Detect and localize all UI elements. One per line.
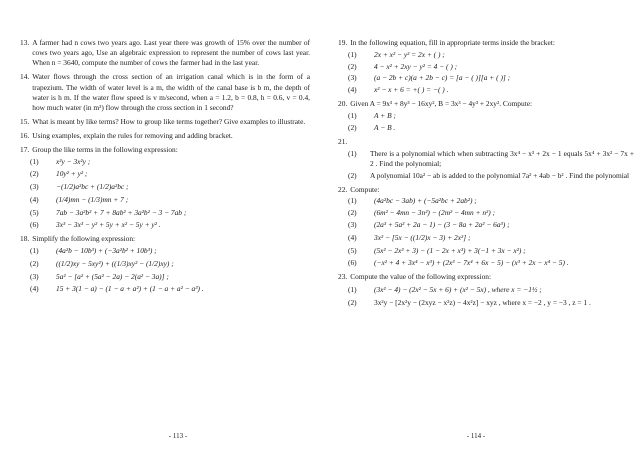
sub-label: (1): [348, 148, 357, 158]
item-label: (2): [348, 122, 357, 132]
item-label: (4): [348, 85, 357, 95]
problem-number: 17.: [20, 145, 30, 155]
problem-number: 19.: [338, 38, 348, 47]
problem-text: Group the like terms in the following expression:: [32, 145, 178, 155]
item-label: (5): [30, 208, 39, 218]
problem-number: 22.: [338, 184, 348, 194]
problem-text: What is meant by like terms? How to group like terms together? Give examples to illustrate.: [32, 117, 306, 127]
expression-item: [338, 233, 634, 243]
item-expression: (2a³ + 5a² + 2a − 1) − (3 − 8a + 2a² − 6a³) ;: [374, 219, 510, 229]
left-page: [20, 38, 310, 298]
expression-item: [20, 284, 310, 294]
item-expression: 2x + x² − y² = 2x + ( ) ;: [374, 49, 445, 59]
item-label: (2): [348, 208, 357, 218]
item-label: (4): [348, 233, 357, 243]
item-label: (2): [348, 298, 357, 308]
item-expression: 3x² − [5x − ((1/2)x − 3) + 2x²] ;: [374, 233, 471, 243]
problem-21: [338, 137, 634, 181]
problem-number: 16.: [20, 131, 30, 141]
sub-text: There is a polynomial which when subtracting 3x⁴ − x³ + 2x − 1 equals 5x⁴ + 3x² − 7x + 2 . Find the polynomial;: [370, 148, 634, 168]
item-expression: 7ab − 3a²b² + 7 + 8ab² + 3a²b² − 3 − 7ab ;: [56, 208, 187, 218]
problem-text: A farmer had n cows two years ago. Last year there was growth of 15% over the number of cows two years ago, Use an algebraic expression to represent the number of cows last year. When n = 3640, compute the number of cows the farmer had in the last year.: [32, 38, 310, 68]
problem-text: Compute the value of the following expression:: [350, 271, 492, 281]
expression-item: [338, 298, 634, 308]
problem-14: [20, 72, 310, 113]
problem-text: Simplify the following expression:: [32, 233, 136, 243]
expression-item: [338, 285, 634, 295]
problem-18: [20, 234, 310, 294]
item-expression: (4a²bc − 3ab) + (−5a²bc + 2ab²) ;: [374, 196, 477, 206]
sub-question: [338, 149, 634, 169]
problem-number: 20.: [338, 99, 348, 109]
item-label: (1): [348, 49, 357, 59]
problem-17: [20, 145, 310, 230]
problem-23: [338, 272, 634, 308]
item-expression: A − B .: [374, 122, 396, 132]
expression-item: [20, 259, 310, 269]
item-label: (2): [348, 61, 357, 71]
item-label: (3): [30, 271, 39, 281]
item-expression: −(1/2)a²bc + (1/2)a²bc ;: [56, 182, 129, 191]
right-page: [338, 38, 634, 312]
expression-item: [338, 220, 634, 230]
item-label: (5): [348, 246, 357, 256]
item-expression: 10y² + y² ;: [56, 168, 88, 178]
item-expression: (a − 2b + c)(a + 2b − c) = [a − ( )][a + ( )] ;: [374, 73, 511, 83]
expression-item: [20, 220, 310, 230]
problem-number: 15.: [20, 117, 30, 127]
item-label: (1): [348, 196, 357, 206]
item-expression: ((1/2)xy − 5xy²) + ((1/3)xy² − (1/2)xy) ;: [56, 259, 174, 269]
problem-22: [338, 185, 634, 269]
item-expression: 4 − x² + 2xy − y² = 4 − ( ) ;: [374, 61, 458, 71]
item-label: (6): [30, 219, 39, 229]
sub-text: A polynomial 10a² − ab is added to the polynomial 7a² + 4ab − b² . Find the polynomial: [370, 170, 630, 180]
expression-item: [338, 62, 634, 72]
item-expression: (3x² − 4) − (2x² − 5x + 6) + (x² − 5x) , where x = −1½ ;: [374, 285, 542, 295]
expression-item: [338, 258, 634, 268]
item-label: (2): [30, 259, 39, 269]
item-label: (3): [348, 73, 357, 83]
expression-item: [338, 246, 634, 256]
problem-number: 21.: [338, 136, 348, 146]
expression-item: [338, 50, 634, 60]
item-expression: A + B ;: [374, 110, 396, 120]
item-expression: 5a² − [a² + (5a² − 2a) − 2(a² − 3a)] ;: [56, 271, 169, 281]
problem-number: 13.: [20, 38, 30, 47]
item-expression: (−x² + 4 + 3x⁴ − x³) + (2x³ − 7x⁴ + 6x − 5) − (x³ + 2x − x⁴ − 5) .: [374, 257, 569, 267]
item-label: (4): [30, 283, 39, 293]
item-expression: (4a²b − 10b³) + (−3a²b² + 10b³) ;: [56, 245, 157, 255]
expression-item: [338, 123, 634, 133]
problem-13: [20, 38, 310, 69]
item-label: (6): [348, 257, 357, 267]
problem-16: [20, 131, 310, 141]
item-expression: (6m² − 4mn − 3n²) − (2m² − 4mn + n²) ;: [374, 208, 496, 218]
item-label: (3): [348, 219, 357, 229]
expression-item: [338, 196, 634, 206]
expression-item: [338, 73, 634, 83]
item-expression: (1/4)mn − (1/3)mn + 7 ;: [56, 195, 129, 205]
problem-number: 14.: [20, 72, 30, 82]
problem-text: Given A = 9x³ + 8y³ − 16xy², B = 3x³ − 4y³ + 2xy². Compute:: [350, 99, 533, 109]
item-expression: 15 + 3(1 − a) − (1 − a + a²) + (1 − a + a² − a³) .: [56, 283, 204, 293]
expression-item: [20, 157, 310, 167]
page-number-left: - 113 -: [168, 432, 188, 440]
item-label: (1): [30, 156, 39, 166]
item-expression: x²y − 3x²y ;: [56, 156, 91, 166]
expression-item: [20, 246, 310, 256]
item-expression: x² − x + 6 = +( ) = −( ) .: [374, 85, 449, 95]
sub-question: [338, 171, 634, 181]
problem-19: [338, 38, 634, 95]
page-number-right: - 114 -: [466, 432, 486, 440]
expression-item: [20, 182, 310, 192]
problem-15: [20, 117, 310, 127]
problem-text: In the following equation, fill in appropriate terms inside the bracket:: [350, 38, 555, 47]
expression-item: [20, 208, 310, 218]
expression-item: [20, 272, 310, 282]
problem-20: [338, 99, 634, 133]
item-expression: (5x² − 2x³ + 3) − (1 − 2x + x³) + 3(−1 + 3x − x²) ;: [374, 246, 526, 256]
expression-item: [338, 208, 634, 218]
item-label: (1): [30, 245, 39, 255]
item-label: (1): [348, 110, 357, 120]
item-label: (1): [348, 285, 357, 295]
problem-text: Compute:: [350, 184, 380, 194]
expression-item: [20, 169, 310, 179]
problem-text: Using examples, explain the rules for removing and adding bracket.: [32, 131, 233, 141]
expression-item: [20, 195, 310, 205]
sub-label: (2): [348, 170, 357, 180]
expression-item: [338, 111, 634, 121]
problem-text: [350, 137, 634, 147]
item-label: (4): [30, 195, 39, 205]
item-label: (3): [30, 182, 39, 191]
problem-text: Water flows through the cross section of an irrigation canal which is in the form of a trapezium. The width of water level is a m, the width of the canal base is b m, the depth of water is h m. If the water flow speed is v m/second, when a = 1.2, b = 0.8, h = 0.6, v = 0.4, how much water (in m³) flow through the cross section in 1 second?: [32, 72, 310, 113]
problem-number: 18.: [20, 233, 30, 243]
item-expression: 3x³ − 3x³ − y² + 5y + x² − 5y + y² .: [56, 219, 161, 229]
expression-item: [338, 85, 634, 95]
problem-number: 23.: [338, 271, 348, 281]
item-expression: 3x²y − [2x²y − (2xyz − x²z) − 4x²z] − xyz , where x = −2 , y = −3 , z = 1 .: [374, 298, 591, 308]
item-label: (2): [30, 168, 39, 178]
